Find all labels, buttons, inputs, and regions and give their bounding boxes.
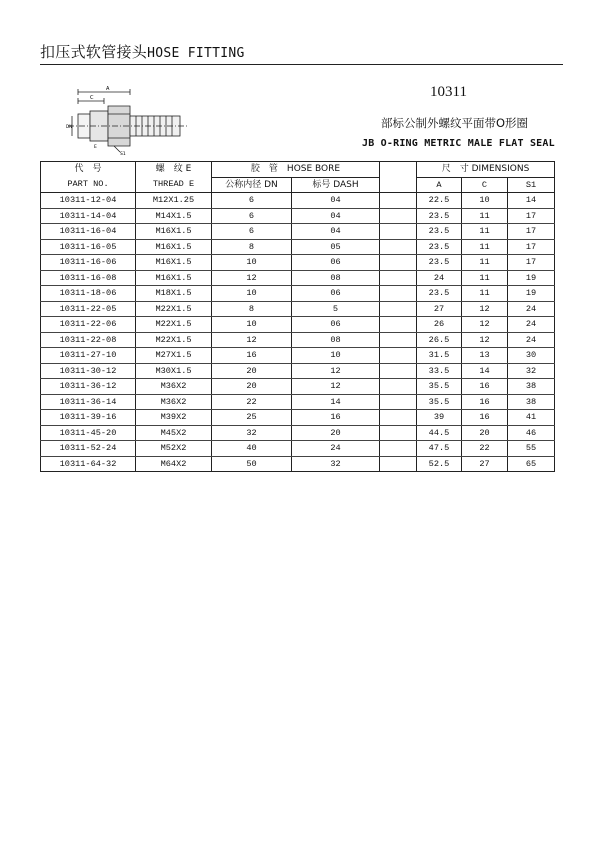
dim-a-cell: 39 <box>417 410 462 426</box>
table-row <box>41 441 555 457</box>
part-number-cell: 10311-45-20 <box>41 425 136 441</box>
dash-cell: 08 <box>292 270 380 286</box>
dim-c-cell: 22 <box>462 441 508 457</box>
header-dash: 标号 DASH <box>292 177 380 193</box>
dim-c-cell: 20 <box>462 425 508 441</box>
thread-cell: M12X1.25 <box>136 193 212 209</box>
fitting-drawing <box>64 84 194 156</box>
dash-cell: 04 <box>292 193 380 209</box>
part-number-cell: 10311-22-06 <box>41 317 136 333</box>
dash-cell: 5 <box>292 301 380 317</box>
table-row <box>41 363 555 379</box>
dn-cell: 6 <box>212 224 292 240</box>
thread-cell: M45X2 <box>136 425 212 441</box>
spacer-cell <box>380 208 417 224</box>
thread-cell: M36X2 <box>136 379 212 395</box>
header-col-a: A <box>417 177 462 193</box>
model-number: 10311 <box>430 84 467 100</box>
dim-c-cell: 11 <box>462 239 508 255</box>
header-thread-cn: 螺 纹 E <box>136 162 212 178</box>
header-col-s1: S1 <box>508 177 555 193</box>
header-part-en: PART NO. <box>41 177 136 193</box>
dash-cell: 06 <box>292 255 380 271</box>
thread-cell: M64X2 <box>136 456 212 472</box>
header-dn: 公称内径 DN <box>212 177 292 193</box>
dn-cell: 22 <box>212 394 292 410</box>
table-row <box>41 239 555 255</box>
table-row <box>41 348 555 364</box>
dn-cell: 50 <box>212 456 292 472</box>
header-thread-en: THREAD E <box>136 177 212 193</box>
part-number-cell: 10311-18-06 <box>41 286 136 302</box>
dim-c-cell: 14 <box>462 363 508 379</box>
product-description-cn: 部标公制外螺纹平面带O形圈 <box>381 116 529 130</box>
dim-s1-cell: 55 <box>508 441 555 457</box>
header-part-cn: 代 号 <box>41 162 136 178</box>
part-number-cell: 10311-39-16 <box>41 410 136 426</box>
dim-a-cell: 33.5 <box>417 363 462 379</box>
page-title <box>40 41 245 62</box>
dash-cell: 24 <box>292 441 380 457</box>
table-header-row <box>41 162 555 178</box>
spacer-cell <box>380 441 417 457</box>
table-row <box>41 193 555 209</box>
dn-cell: 6 <box>212 193 292 209</box>
dim-label-c: C <box>90 95 94 101</box>
spacer-cell <box>380 193 417 209</box>
dn-cell: 16 <box>212 348 292 364</box>
thread-cell: M30X1.5 <box>136 363 212 379</box>
part-number-cell: 10311-16-06 <box>41 255 136 271</box>
dim-a-cell: 26 <box>417 317 462 333</box>
header-dimensions: 尺 寸 DIMENSIONS <box>417 162 555 178</box>
thread-cell: M14X1.5 <box>136 208 212 224</box>
spacer-cell <box>380 332 417 348</box>
dim-a-cell: 23.5 <box>417 208 462 224</box>
dash-cell: 10 <box>292 348 380 364</box>
dim-a-cell: 52.5 <box>417 456 462 472</box>
thread-cell: M22X1.5 <box>136 317 212 333</box>
product-description-en: JB O-RING METRIC MALE FLAT SEAL <box>362 138 555 149</box>
dim-label-s1: S1 <box>120 152 126 156</box>
thread-cell: M52X2 <box>136 441 212 457</box>
page-title-en: HOSE FITTING <box>147 46 245 61</box>
dim-a-cell: 26.5 <box>417 332 462 348</box>
dim-s1-cell: 19 <box>508 286 555 302</box>
dim-s1-cell: 14 <box>508 193 555 209</box>
part-number-cell: 10311-22-05 <box>41 301 136 317</box>
page-title-cn: 扣压式软管接头 <box>40 43 148 61</box>
spacer-cell <box>380 224 417 240</box>
dim-c-cell: 11 <box>462 255 508 271</box>
spec-table <box>40 161 555 472</box>
dim-s1-cell: 30 <box>508 348 555 364</box>
header-hose-bore: 胶 管 HOSE BORE <box>212 162 380 178</box>
spacer-cell <box>380 317 417 333</box>
dim-label-a: A <box>106 86 110 92</box>
table-row <box>41 317 555 333</box>
spacer-cell <box>380 348 417 364</box>
table-subheader-row <box>41 177 555 193</box>
table-row <box>41 379 555 395</box>
dim-a-cell: 22.5 <box>417 193 462 209</box>
dim-a-cell: 24 <box>417 270 462 286</box>
header-col-c: C <box>462 177 508 193</box>
table-row <box>41 255 555 271</box>
dim-s1-cell: 24 <box>508 317 555 333</box>
dim-s1-cell: 38 <box>508 394 555 410</box>
thread-cell: M22X1.5 <box>136 301 212 317</box>
table-row <box>41 301 555 317</box>
dim-label-dn: DN <box>66 124 73 129</box>
table-row <box>41 270 555 286</box>
table-row <box>41 456 555 472</box>
dash-cell: 14 <box>292 394 380 410</box>
dim-a-cell: 23.5 <box>417 286 462 302</box>
dim-s1-cell: 17 <box>508 255 555 271</box>
dash-cell: 08 <box>292 332 380 348</box>
table-row <box>41 410 555 426</box>
dim-label-e: E <box>94 145 97 150</box>
spacer-cell <box>380 301 417 317</box>
part-number-cell: 10311-27-10 <box>41 348 136 364</box>
dn-cell: 20 <box>212 379 292 395</box>
thread-cell: M16X1.5 <box>136 270 212 286</box>
dim-a-cell: 23.5 <box>417 239 462 255</box>
table-row <box>41 394 555 410</box>
dn-cell: 8 <box>212 301 292 317</box>
dim-c-cell: 11 <box>462 270 508 286</box>
dim-s1-cell: 32 <box>508 363 555 379</box>
dim-s1-cell: 17 <box>508 208 555 224</box>
dim-s1-cell: 46 <box>508 425 555 441</box>
spacer-cell <box>380 286 417 302</box>
dash-cell: 05 <box>292 239 380 255</box>
dim-a-cell: 23.5 <box>417 224 462 240</box>
part-number-cell: 10311-36-12 <box>41 379 136 395</box>
dim-c-cell: 12 <box>462 332 508 348</box>
dn-cell: 12 <box>212 332 292 348</box>
dn-cell: 10 <box>212 286 292 302</box>
thread-cell: M16X1.5 <box>136 239 212 255</box>
dim-c-cell: 16 <box>462 410 508 426</box>
thread-cell: M36X2 <box>136 394 212 410</box>
dim-a-cell: 47.5 <box>417 441 462 457</box>
dim-s1-cell: 65 <box>508 456 555 472</box>
table-row <box>41 208 555 224</box>
thread-cell: M27X1.5 <box>136 348 212 364</box>
table-row <box>41 425 555 441</box>
dn-cell: 20 <box>212 363 292 379</box>
spacer-cell <box>380 379 417 395</box>
part-number-cell: 10311-36-14 <box>41 394 136 410</box>
dn-cell: 12 <box>212 270 292 286</box>
spacer-cell <box>380 456 417 472</box>
part-number-cell: 10311-30-12 <box>41 363 136 379</box>
dim-a-cell: 35.5 <box>417 394 462 410</box>
dim-s1-cell: 24 <box>508 332 555 348</box>
dim-a-cell: 35.5 <box>417 379 462 395</box>
dim-c-cell: 12 <box>462 317 508 333</box>
dash-cell: 06 <box>292 317 380 333</box>
dim-c-cell: 16 <box>462 394 508 410</box>
dash-cell: 12 <box>292 363 380 379</box>
dim-a-cell: 27 <box>417 301 462 317</box>
spacer-cell <box>380 255 417 271</box>
part-number-cell: 10311-52-24 <box>41 441 136 457</box>
dim-a-cell: 31.5 <box>417 348 462 364</box>
dim-s1-cell: 17 <box>508 224 555 240</box>
spacer-cell <box>380 239 417 255</box>
dash-cell: 32 <box>292 456 380 472</box>
dash-cell: 04 <box>292 224 380 240</box>
spacer-cell <box>380 410 417 426</box>
dim-c-cell: 12 <box>462 301 508 317</box>
dim-c-cell: 13 <box>462 348 508 364</box>
part-number-cell: 10311-12-04 <box>41 193 136 209</box>
dim-s1-cell: 41 <box>508 410 555 426</box>
part-number-cell: 10311-16-05 <box>41 239 136 255</box>
dn-cell: 8 <box>212 239 292 255</box>
dim-c-cell: 27 <box>462 456 508 472</box>
dn-cell: 32 <box>212 425 292 441</box>
dim-a-cell: 23.5 <box>417 255 462 271</box>
dim-a-cell: 44.5 <box>417 425 462 441</box>
dash-cell: 04 <box>292 208 380 224</box>
spacer-cell <box>380 270 417 286</box>
dash-cell: 16 <box>292 410 380 426</box>
dash-cell: 06 <box>292 286 380 302</box>
thread-cell: M16X1.5 <box>136 224 212 240</box>
part-number-cell: 10311-22-08 <box>41 332 136 348</box>
dim-s1-cell: 17 <box>508 239 555 255</box>
part-number-cell: 10311-16-08 <box>41 270 136 286</box>
thread-cell: M18X1.5 <box>136 286 212 302</box>
dn-cell: 6 <box>212 208 292 224</box>
dim-s1-cell: 38 <box>508 379 555 395</box>
spacer-cell <box>380 394 417 410</box>
dn-cell: 10 <box>212 255 292 271</box>
thread-cell: M16X1.5 <box>136 255 212 271</box>
part-number-cell: 10311-16-04 <box>41 224 136 240</box>
table-row <box>41 286 555 302</box>
dash-cell: 12 <box>292 379 380 395</box>
dn-cell: 40 <box>212 441 292 457</box>
thread-cell: M39X2 <box>136 410 212 426</box>
dim-c-cell: 10 <box>462 193 508 209</box>
header-divider <box>40 64 563 65</box>
dn-cell: 25 <box>212 410 292 426</box>
header-spacer <box>380 177 417 193</box>
dim-c-cell: 11 <box>462 224 508 240</box>
dim-c-cell: 11 <box>462 286 508 302</box>
table-row <box>41 332 555 348</box>
spacer-cell <box>380 363 417 379</box>
spacer-cell <box>380 425 417 441</box>
table-row <box>41 224 555 240</box>
dim-s1-cell: 19 <box>508 270 555 286</box>
dn-cell: 10 <box>212 317 292 333</box>
part-number-cell: 10311-64-32 <box>41 456 136 472</box>
header-spacer <box>380 162 417 178</box>
dim-s1-cell: 24 <box>508 301 555 317</box>
thread-cell: M22X1.5 <box>136 332 212 348</box>
dash-cell: 20 <box>292 425 380 441</box>
part-number-cell: 10311-14-04 <box>41 208 136 224</box>
dim-c-cell: 16 <box>462 379 508 395</box>
dim-c-cell: 11 <box>462 208 508 224</box>
